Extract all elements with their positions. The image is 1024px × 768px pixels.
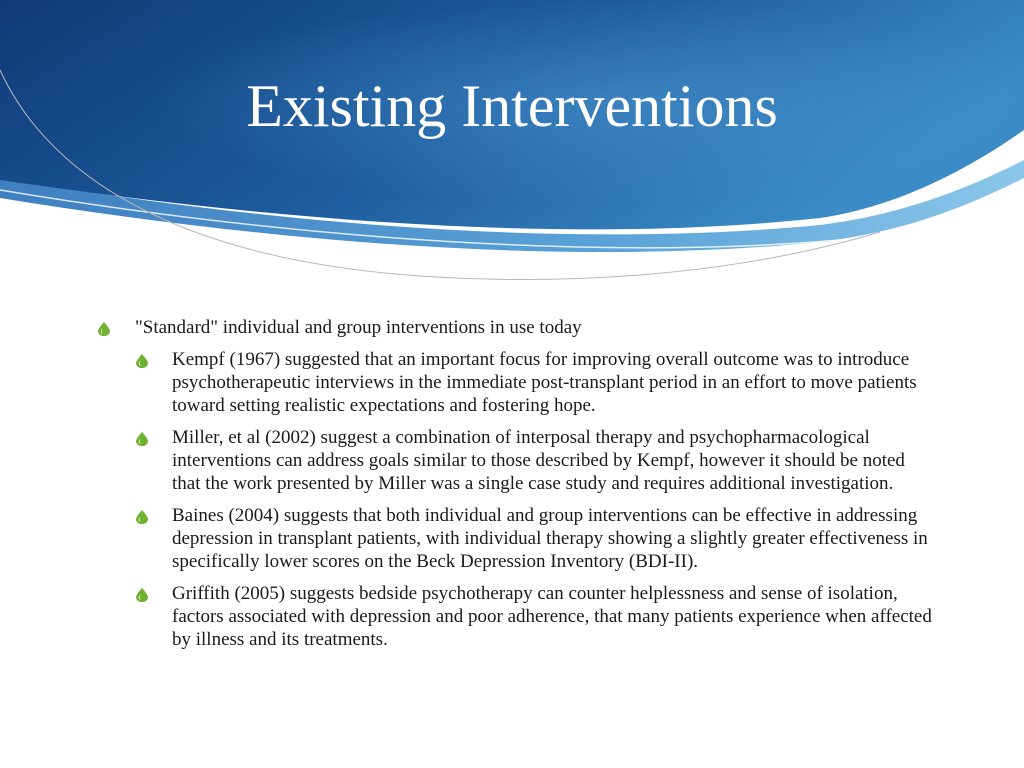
droplet-icon xyxy=(136,354,148,368)
bullet-item-griffith xyxy=(98,582,938,651)
bullet-text: "Standard" individual and group interventions in use today xyxy=(135,317,582,338)
bullet-item-level1 xyxy=(98,316,938,339)
sub-bullet-list xyxy=(98,348,938,651)
bullet-item-kempf xyxy=(98,348,938,417)
bullet-text: Griffith (2005) suggests bedside psychotherapy can counter helplessness and sense of isolation, factors associated with depression and poor adherence, that many patients experience when affected by illness and its treatments. xyxy=(172,583,932,650)
droplet-icon xyxy=(98,322,110,336)
droplet-icon xyxy=(136,432,148,446)
bullet-item-baines xyxy=(98,504,938,573)
bullet-text: Baines (2004) suggests that both individual and group interventions can be effective in addressing depression in transplant patients, with individual therapy showing a slightly greater effectiveness in specifically lower scores on the Beck Depression Inventory (BDI-II). xyxy=(172,505,928,572)
bullet-text: Miller, et al (2002) suggest a combination of interposal therapy and psychopharmacological interventions can address goals similar to those described by Kempf, however it should be noted that the work presented by Miller was a single case study and requires additional investigation. xyxy=(172,427,905,494)
slide-title: Existing Interventions xyxy=(246,73,778,139)
bullet-text: Kempf (1967) suggested that an important focus for improving overall outcome was to introduce psychotherapeutic interviews in the immediate post-transplant period in an effort to move patients toward setting realistic expectations and fostering hope. xyxy=(172,349,917,416)
bullet-item-miller xyxy=(98,426,938,495)
droplet-icon xyxy=(136,510,148,524)
header-wave-background xyxy=(0,0,1024,300)
droplet-icon xyxy=(136,588,148,602)
bullet-list xyxy=(98,316,938,660)
